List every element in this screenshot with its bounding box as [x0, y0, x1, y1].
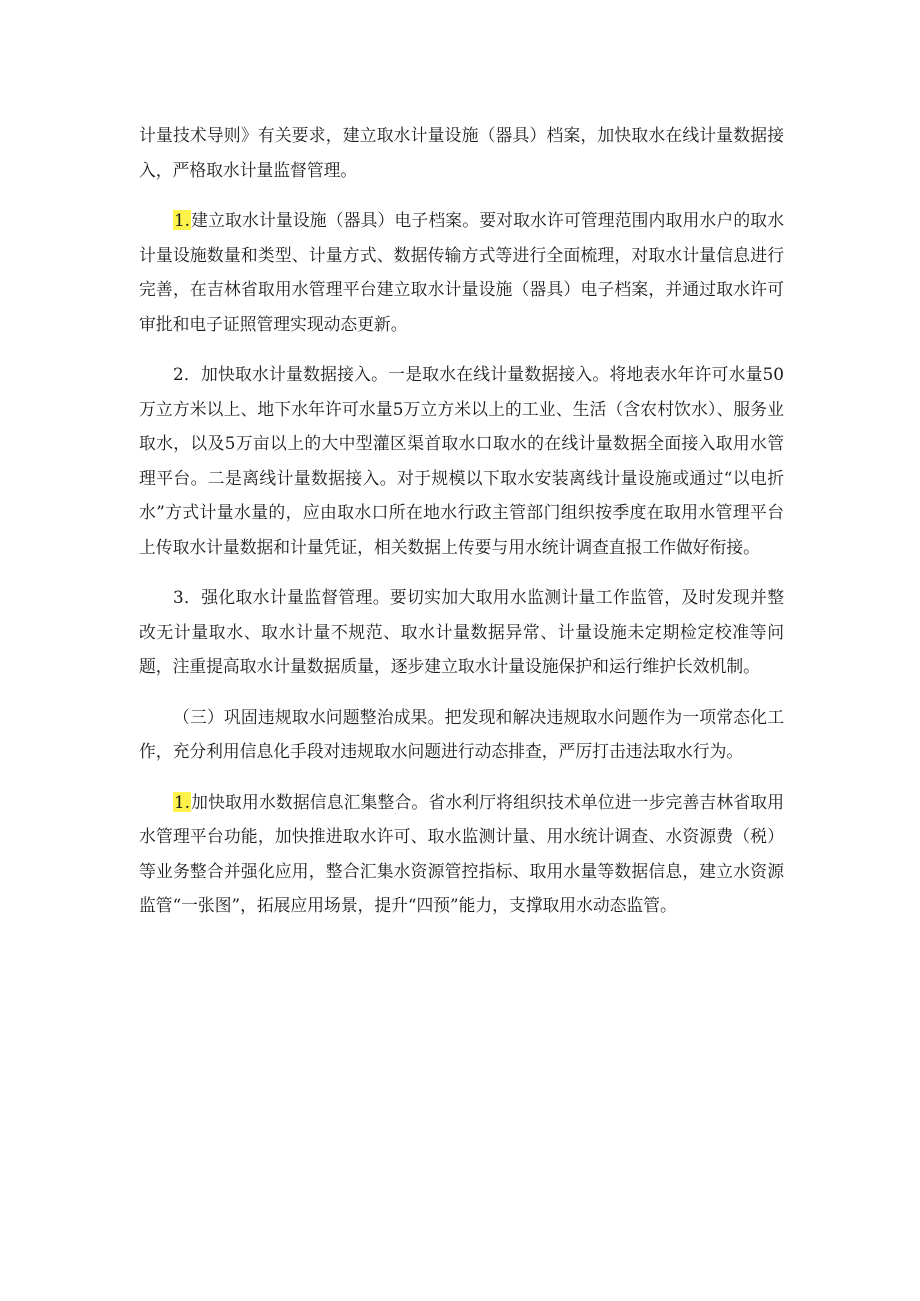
paragraph-text: 计量技术导则》有关要求，建立取水计量设施（器具）档案，加快取水在线计量数据接入，严格取水计量监督管理。: [139, 125, 784, 180]
list-marker-highlighted: 1.: [174, 210, 191, 230]
paragraph-text: （三）巩固违规取水问题整治成果。把发现和解决违规取水问题作为一项常态化工作，充分利用信息化手段对违规取水问题进行动态排查，严厉打击违法取水行为。: [139, 706, 784, 761]
paragraph-text: 建立取水计量设施（器具）电子档案。要对取水许可管理范围内取用水户的取水计量设施数量和类型、计量方式、数据传输方式等进行全面梳理，对取水计量信息进行完善，在吉林省取用水管理平台建立取水计量设施（器具）电子档案，并通过取水许可审批和电子证照管理实现动态更新。: [139, 210, 784, 334]
paragraph-electronic-archive: [139, 203, 784, 341]
paragraph-supervision: [139, 580, 784, 684]
paragraph-continuation: [139, 118, 784, 187]
document-page: [139, 118, 784, 923]
paragraph-data-integration: [139, 785, 784, 923]
paragraph-section-three: [139, 700, 784, 769]
paragraph-text: 2．加快取水计量数据接入。一是取水在线计量数据接入。将地表水年许可水量50万立方米以上、地下水年许可水量5万立方米以上的工业、生活（含农村饮水）、服务业取水，以及5万亩以上的大中型灌区渠首取水口取水的在线计量数据全面接入取用水管理平台。二是离线计量数据接入。对于规模以下取水安装离线计量设施或通过“以电折水”方式计量水量的，应由取水口所在地水行政主管部门组织按季度在取用水管理平台上传取水计量数据和计量凭证，相关数据上传要与用水统计调查直报工作做好衔接。: [139, 364, 784, 557]
paragraph-text: 加快取用水数据信息汇集整合。省水利厅将组织技术单位进一步完善吉林省取用水管理平台功能，加快推进取水许可、取水监测计量、用水统计调查、水资源费（税）等业务整合并强化应用，整合汇集水资源管控指标、取用水量等数据信息，建立水资源监管“一张图”，拓展应用场景，提升“四预”能力，支撑取用水动态监管。: [139, 791, 784, 915]
paragraph-text: 3．强化取水计量监督管理。要切实加大取用水监测计量工作监管，及时发现并整改无计量取水、取水计量不规范、取水计量数据异常、计量设施未定期检定校准等问题，注重提高取水计量数据质量，逐步建立取水计量设施保护和运行维护长效机制。: [139, 587, 784, 676]
paragraph-data-access: [139, 357, 784, 564]
list-marker-highlighted: 1.: [174, 791, 191, 812]
